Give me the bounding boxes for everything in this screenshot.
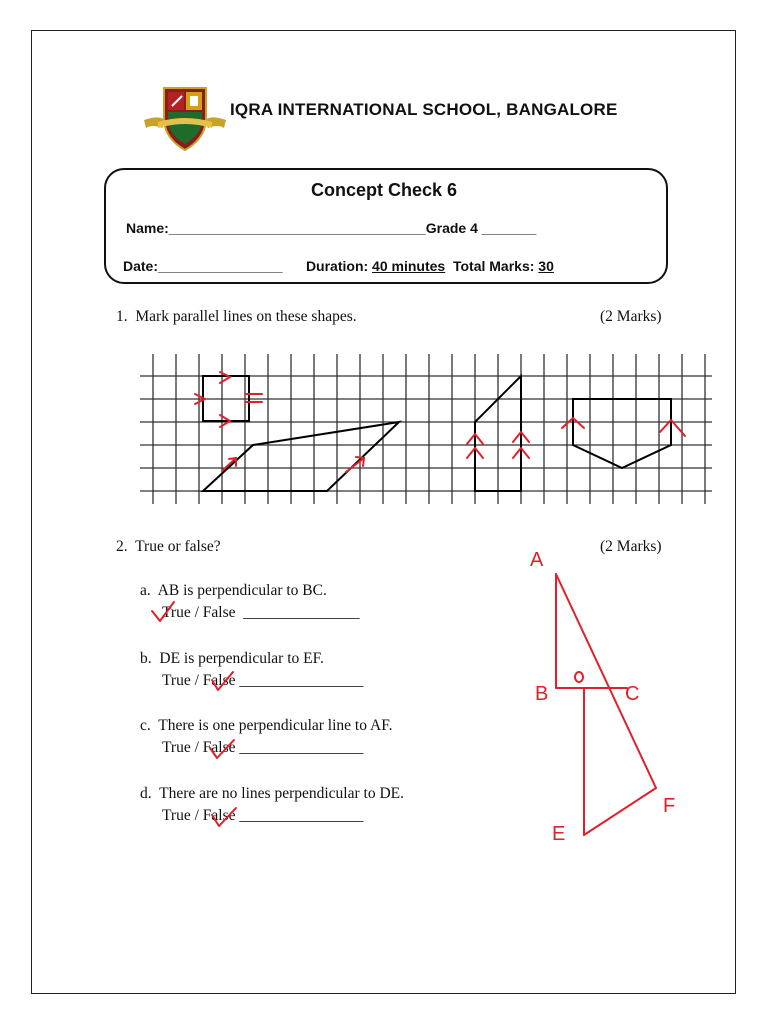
question-number: 2. [116, 538, 128, 555]
item-statement: There is one perpendicular line to AF. [158, 717, 393, 734]
item-letter: a. [140, 582, 151, 599]
checkmark-icon [152, 602, 174, 621]
item-letter: c. [140, 717, 151, 734]
checkmark-icon [212, 672, 233, 690]
item-a-answer[interactable]: True / False _______________ [162, 604, 360, 621]
total-marks-value: 30 [538, 258, 554, 274]
item-statement: AB is perpendicular to BC. [157, 582, 327, 599]
point-label: E [552, 823, 566, 845]
item-letter: b. [140, 650, 152, 667]
checkmark-icon [212, 808, 236, 826]
grade-field[interactable]: _______ [481, 220, 537, 236]
name-label: Name: [126, 220, 169, 236]
checkmark-icon [210, 740, 234, 758]
date-label: Date: [123, 258, 159, 274]
point-label: F [663, 795, 676, 817]
item-statement: There are no lines perpendicular to DE. [159, 785, 404, 802]
grade-label: Grade 4 [425, 220, 478, 236]
item-c-answer[interactable]: True / False ________________ [162, 739, 364, 756]
name-field[interactable]: _________________________________ [168, 220, 426, 236]
question-number: 1. [116, 308, 128, 325]
item-letter: d. [140, 785, 152, 802]
point-label: C [625, 683, 640, 705]
question-text: Mark parallel lines on these shapes. [135, 308, 357, 325]
duration-value: 40 minutes [372, 258, 446, 274]
duration-label: Duration: [305, 258, 369, 274]
point-label: A [530, 549, 544, 571]
school-name: IQRA INTERNATIONAL SCHOOL, BANGALORE [230, 100, 618, 119]
question-2-marks: (2 Marks) [600, 538, 662, 555]
date-field[interactable]: ________________ [158, 258, 283, 274]
question-text: True or false? [135, 538, 221, 555]
question-1-marks: (2 Marks) [600, 308, 662, 325]
point-label: B [535, 683, 549, 705]
item-d-answer[interactable]: True / False ________________ [162, 807, 364, 824]
handwritten-triangle-figure [556, 574, 656, 835]
page-title: Concept Check 6 [310, 180, 458, 200]
total-marks-label: Total Marks: [452, 258, 535, 274]
item-statement: DE is perpendicular to EF. [159, 650, 324, 667]
item-b-answer[interactable]: True / False ________________ [162, 672, 364, 689]
